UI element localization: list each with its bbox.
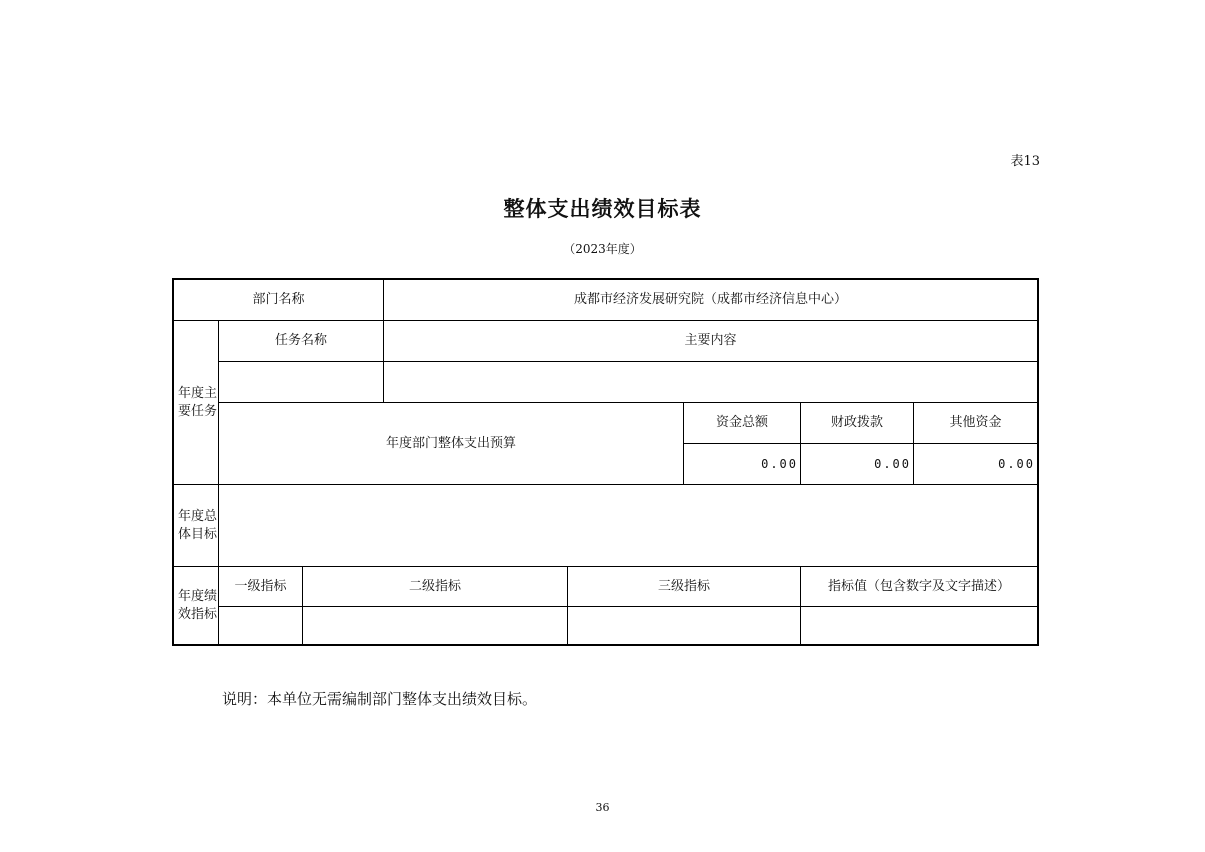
perf-cell-level1 — [219, 607, 302, 644]
perf-cell-level2 — [303, 607, 567, 644]
perf-header-level3: 三级指标 — [657, 578, 710, 594]
perf-header-level1: 一级指标 — [234, 578, 287, 594]
section-label-tasks: 年度主要任务 — [178, 385, 218, 419]
section-label-goal: 年度总体目标 — [178, 508, 218, 542]
section-label-performance: 年度绩效指标 — [178, 588, 218, 622]
budget-value-fiscal: 0.00 — [874, 456, 911, 471]
main-content-cell — [384, 362, 1037, 402]
year-subtitle: （2023年度） — [563, 242, 642, 256]
budget-header-other: 其他资金 — [949, 415, 1002, 431]
task-name-cell — [219, 362, 383, 402]
perf-header-level2: 二级指标 — [408, 578, 461, 594]
page-number: 36 — [595, 801, 610, 814]
goal-cell — [219, 485, 1037, 566]
table-number: 表13 — [1010, 154, 1040, 169]
budget-header-total: 资金总额 — [715, 415, 768, 431]
explanation-note: 说明：本单位无需编制部门整体支出绩效目标。 — [222, 690, 538, 708]
perf-cell-level3 — [568, 607, 800, 644]
perf-cell-value — [801, 607, 1037, 644]
performance-target-table — [172, 278, 1039, 646]
budget-header-fiscal: 财政拨款 — [830, 415, 883, 431]
page-title: 整体支出绩效目标表 — [503, 197, 702, 221]
perf-header-value: 指标值（包含数字及文字描述） — [827, 578, 1010, 594]
budget-value-other: 0.00 — [998, 456, 1035, 471]
task-name-header: 任务名称 — [274, 333, 327, 349]
dept-name-label: 部门名称 — [252, 292, 305, 308]
budget-value-total: 0.00 — [761, 456, 798, 471]
budget-label: 年度部门整体支出预算 — [385, 435, 516, 451]
main-content-header: 主要内容 — [684, 333, 737, 349]
dept-name-value: 成都市经济发展研究院（成都市经济信息中心） — [573, 292, 847, 308]
